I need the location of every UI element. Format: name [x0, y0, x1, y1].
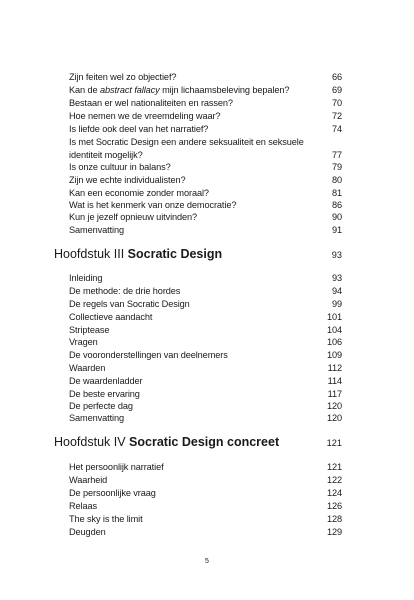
toc-entry: [69, 400, 342, 412]
toc-entry: [69, 311, 342, 323]
toc-entry-title: Zijn we echte individualisten?: [69, 175, 186, 185]
toc-entry-title: De waardenladder: [69, 376, 143, 386]
toc-entry: [69, 123, 342, 135]
toc-entry-title: Is onze cultuur in balans?: [69, 162, 171, 172]
toc-entry-title-emphasis: abstract fallacy: [99, 85, 160, 95]
toc-entry: [69, 461, 342, 473]
toc-entry: [69, 71, 342, 83]
toc-entry: [69, 487, 342, 499]
toc-entry-page: 128: [326, 514, 342, 524]
toc-entry-title: De beste ervaring: [69, 389, 140, 399]
toc-entry-page: 109: [326, 350, 342, 360]
toc-entry-page: 66: [331, 72, 342, 82]
toc-entry-title: Samenvatting: [69, 413, 124, 423]
toc-entry-page: 126: [326, 501, 342, 511]
toc-entry-title: Waarheid: [69, 475, 108, 485]
toc-entry: [69, 110, 342, 122]
toc-entry: [69, 375, 342, 387]
toc-entry-title: Zijn feiten wel zo objectief?: [69, 72, 177, 82]
page-number: 5: [205, 558, 209, 565]
toc-entry-page: 70: [331, 98, 342, 108]
toc-entry-page: 122: [326, 475, 342, 485]
toc-entry: [69, 136, 342, 162]
toc-entry-page: 120: [326, 413, 342, 423]
toc-entry-page: 101: [326, 312, 342, 322]
toc-entry: [69, 187, 342, 199]
toc-entry-page: 120: [326, 401, 342, 411]
toc-entry-title: De regels van Socratic Design: [69, 299, 190, 309]
toc-entry-title: The sky is the limit: [69, 514, 143, 524]
toc-entry: [69, 324, 342, 336]
toc-entry: [69, 272, 342, 284]
toc-entry-page: 81: [331, 188, 342, 198]
toc-entry: [69, 161, 342, 173]
toc-entry-page: 72: [331, 111, 342, 121]
toc-entry: [69, 474, 342, 486]
toc-entry-title: Samenvatting: [69, 225, 124, 235]
chapter-heading: [54, 435, 342, 449]
toc-entry-title: Kan een economie zonder moraal?: [69, 188, 209, 198]
toc-entry: [69, 211, 342, 223]
toc-entry-page: 106: [326, 337, 342, 347]
toc-entry-title: Deugden: [69, 527, 106, 537]
toc-entry-page: 104: [326, 325, 342, 335]
chapter-prefix: Hoofdstuk IV: [54, 435, 130, 449]
toc-entry-title: Kun je jezelf opnieuw uitvinden?: [69, 212, 198, 222]
toc-entry-page: 112: [327, 363, 342, 373]
toc-entry-title: Is liefde ook deel van het narratief?: [69, 124, 209, 134]
toc-entry-title: Collectieve aandacht: [69, 312, 153, 322]
toc-entry-page: 79: [331, 162, 342, 172]
toc-entry-page: 129: [326, 527, 342, 537]
toc-entry: [69, 500, 342, 512]
chapter-page: 121: [326, 438, 342, 448]
toc-entry-title: Waarden: [69, 363, 106, 373]
toc-entry-page: 93: [331, 273, 342, 283]
toc-entry-title: Wat is het kenmerk van onze democratie?: [69, 200, 237, 210]
toc-entry-title: Relaas: [69, 501, 97, 511]
toc-entry-page: 117: [327, 389, 342, 399]
toc-entry-page: 80: [331, 175, 342, 185]
chapter-heading: [54, 247, 342, 261]
toc-entry: [69, 84, 342, 96]
toc-entry: [69, 412, 342, 424]
chapter-page: 93: [331, 250, 342, 260]
toc-entry: [69, 513, 342, 525]
toc-entry-page: 91: [331, 225, 342, 235]
toc-entry-title: De perfecte dag: [69, 401, 133, 411]
toc-entry: [69, 174, 342, 186]
toc-entry-title: Hoe nemen we de vreemdeling waar?: [69, 111, 221, 121]
toc-entry-page: 77: [331, 150, 342, 160]
toc-entry-page: 90: [331, 212, 342, 222]
toc-entry-page: 94: [331, 286, 342, 296]
toc-entry-title: De methode: de drie hordes: [69, 286, 181, 296]
toc-entry: [69, 349, 342, 361]
toc-entry: [69, 199, 342, 211]
chapter-title: Socratic Design concreet: [129, 435, 280, 449]
toc-entry-title: Inleiding: [69, 273, 103, 283]
toc-entry-page: 124: [326, 488, 342, 498]
toc-entry-page: 86: [331, 200, 342, 210]
toc-entry: [69, 285, 342, 297]
toc-entry-page: 114: [327, 376, 342, 386]
toc-entry: [69, 298, 342, 310]
toc-entry-title: De vooronderstellingen van deelnemers: [69, 350, 228, 360]
toc-entry-page: 121: [326, 462, 342, 472]
chapter-title: Socratic Design: [127, 247, 223, 261]
toc-entry-title: Striptease: [69, 325, 110, 335]
toc-entry: [69, 526, 342, 538]
toc-entry-title: Kan de abstract fallacy mijn lichaamsbeleving bepalen?: [69, 85, 290, 95]
toc-entry: [69, 388, 342, 400]
toc-entry-title: Is met Socratic Design een andere seksualiteit en seksuele identiteit mogelijk?: [69, 137, 304, 160]
toc-entry-title: De persoonlijke vraag: [69, 488, 156, 498]
toc-entry-page: 69: [331, 85, 342, 95]
toc-entry-title: Vragen: [69, 337, 98, 347]
toc-entry-page: 74: [331, 124, 342, 134]
toc-entry: [69, 336, 342, 348]
toc-entry-title: Bestaan er wel nationaliteiten en rassen?: [69, 98, 233, 108]
toc-entry-title: Het persoonlijk narratief: [69, 462, 164, 472]
toc-entry: [69, 97, 342, 109]
chapter-prefix: Hoofdstuk III: [54, 247, 128, 261]
toc-entry: [69, 224, 342, 236]
toc-entry: [69, 362, 342, 374]
toc-entry-page: 99: [331, 299, 342, 309]
